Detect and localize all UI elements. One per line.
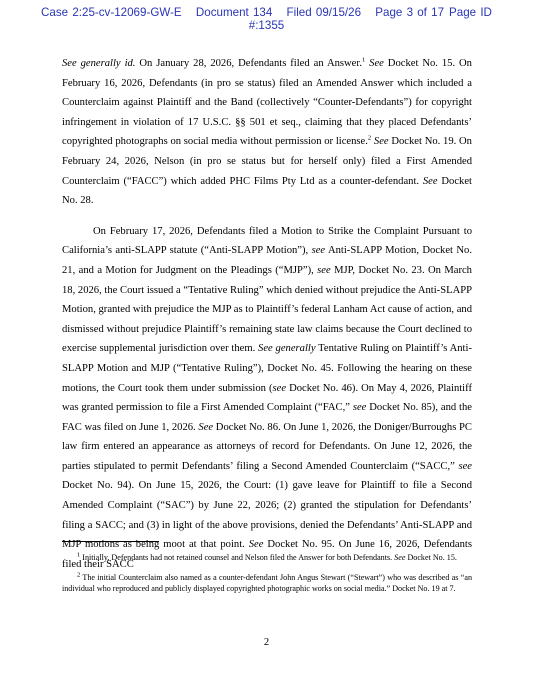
page-id-label: Page ID: [449, 6, 492, 19]
ecf-header: [0, 6, 533, 32]
footnotes: [62, 553, 472, 594]
paragraph-1: See generally id. On January 28, 2026, Defendants filed an Answer.$^1$ See Docket No. 15. On February 16, 2026, Defendants (in pro se status) filed an Amended Answer which included a Counterclaim against Plaintiff and the Band (collectively “Counter-Defendants”) for copyright infringement in violation of 17 U.S.C. §§ 501 et seq., claiming that they placed Defendants’ copyrighted photographs on social media without permission or license.$^2$ See Docket No. 19. On February 24, 2026, Nelson (in pro se status but for herself only) filed a First Amended Counterclaim (“FACC”) which added PHC Films Pty Ltd as a counter-defendant. See Docket No. 28.: [62, 56, 472, 207]
filed-date: Filed 09/15/26: [286, 6, 362, 19]
footnote-separator: [62, 541, 159, 542]
document-number: Document 134: [195, 6, 273, 19]
footnote-ref-2: 2: [367, 134, 372, 142]
body-text: [62, 54, 472, 574]
paragraph-2: On February 17, 2026, Defendants filed a Motion to Strike the Complaint Pursuant to California’s anti-SLAPP statute (“Anti-SLAPP Motion”), see Anti-SLAPP Motion, Docket No. 21, and a Motion for Judgment on the Pleadings (“MJP”), see MJP, Docket No. 23. On March 18, 2026, the Court issued a “Tentative Ruling” which denied without prejudice the Anti-SLAPP Motion, granted with prejudice the MJP as to Plaintiff’s federal Lanham Act cause of action, and dismissed without prejudice Plaintiff’s remaining state law claims because the Court declined to exercise supplemental jurisdiction over them. See generally Tentative Ruling on Plaintiff’s Anti-SLAPP Motion and MJP (“Tentative Ruling”), Docket No. 45. Following the hearing on these motions, the Court took them under submission (see Docket No. 46). On May 4, 2026, Plaintiff was granted permission to file a First Amended Complaint (“FAC,” see Docket No. 85), and the FAC was filed on June 1, 2026. See Docket No. 86. On June 1, 2026, the Doniger/Burroughs PC law firm entered an appearance as attorneys of record for Defendants. On June 12, 2026, the parties stipulated to permit Defendants’ filing a Second Amended Counterclaim (“SACC,” see Docket No. 94). On June 15, 2026, the Court: (1) gave leave for Plaintiff to file a Second Amended Complaint (“SAC”) by June 22, 2026; (2) granted the stipulation for Defendants’ filing a SACC; and (3) in light of the above provisions, denied the Defendants’ Anti-SLAPP and MJP motions as being moot at that point. See Docket No. 95. On June 16, 2026, Defendants filed their SACC: [62, 225, 472, 570]
case-number: Case 2:25-cv-12069-GW-E: [41, 6, 182, 19]
footnote-1: $^1$ Initially, Defendants had not retained counsel and Nelson filed the Answer for both Defendants. See Docket No. 15.: [77, 551, 457, 562]
page-count: Page 3 of 17: [375, 6, 445, 19]
page-number: 2: [263, 637, 270, 648]
footnote-2: $^2$ The initial Counterclaim also named as a counter-defendant John Angus Stewart (“Stewart”) who was described as “an individual who reproduced and publicly displayed copyrighted photographic works on social media.” Docket No. 19 at 7.: [62, 571, 472, 593]
footnote-ref-1: 1: [361, 56, 366, 64]
page-id-number: #:1355: [248, 19, 285, 32]
